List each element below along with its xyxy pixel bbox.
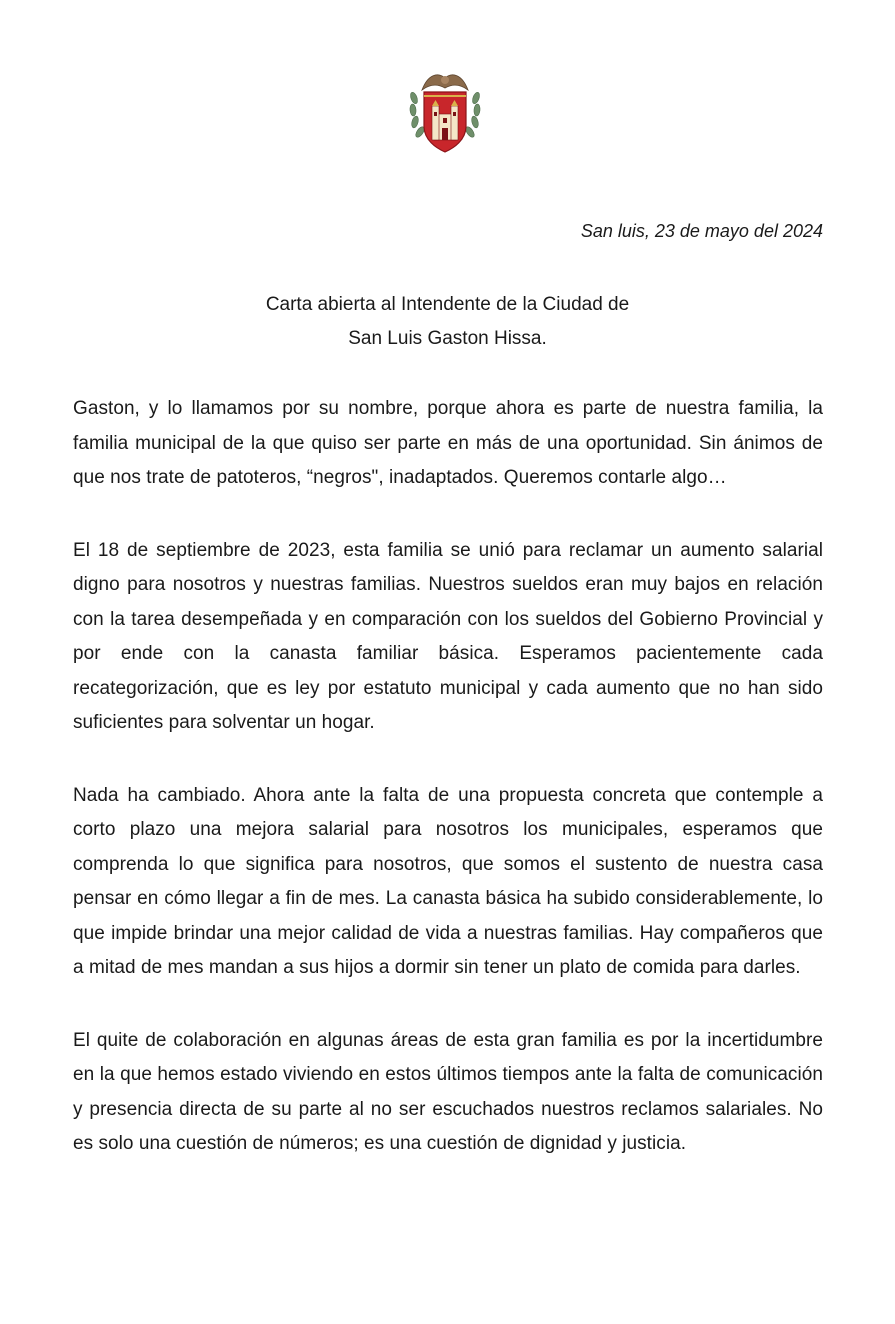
letter-date: San luis, 23 de mayo del 2024 xyxy=(580,221,823,241)
letter-title-line-2: San Luis Gaston Hissa. xyxy=(348,328,547,349)
letter-paragraph-2: El 18 de septiembre de 2023, esta familia se unió para reclamar un aumento salarial digno para nosotros y nuestras familias. Nuestros sueldos eran muy bajos en relación con la tarea desempeñada y en comparación con los sueldos del Gobierno Provincial y por ende con la canasta familiar básica. Esperamos pacientemente cada recategorización, que es ley por estatuto municipal y cada aumento que no han sido suficientes para solventar un hogar. xyxy=(73,539,823,733)
letter-title-line-1: Carta abierta al Intendente de la Ciudad de xyxy=(265,294,630,315)
letter-body xyxy=(73,392,823,1200)
letter-title xyxy=(0,288,895,356)
letter-paragraph-1: Gaston, y lo llamamos por su nombre, porque ahora es parte de nuestra familia, la familia municipal de la que quiso ser parte en más de una oportunidad. Sin ánimos de que nos trate de patoteros, “negros", inadaptados. Queremos contarle algo… xyxy=(73,398,823,488)
municipal-coat-of-arms-icon xyxy=(408,68,482,154)
letter-paragraph-4: El quite de colaboración en algunas áreas de esta gran familia es por la incertidumbre en la que hemos estado viviendo en estos últimos tiempos ante la falta de comunicación y presencia directa de su parte al no ser escuchados nuestros reclamos salariales. No es solo una cuestión de números; es una cuestión de dignidad y justicia. xyxy=(73,1029,823,1154)
letter-paragraph-3: Nada ha cambiado. Ahora ante la falta de una propuesta concreta que contemple a corto plazo una mejora salarial para nosotros los municipales, esperamos que comprenda lo que significa para nosotros, que somos el sustento de nuestra casa pensar en cómo llegar a fin de mes. La canasta básica ha subido considerablemente, lo que impide brindar una mejor calidad de vida a nuestras familias. Hay compañeros que a mitad de mes mandan a sus hijos a dormir sin tener un plato de comida para darles. xyxy=(73,784,823,978)
